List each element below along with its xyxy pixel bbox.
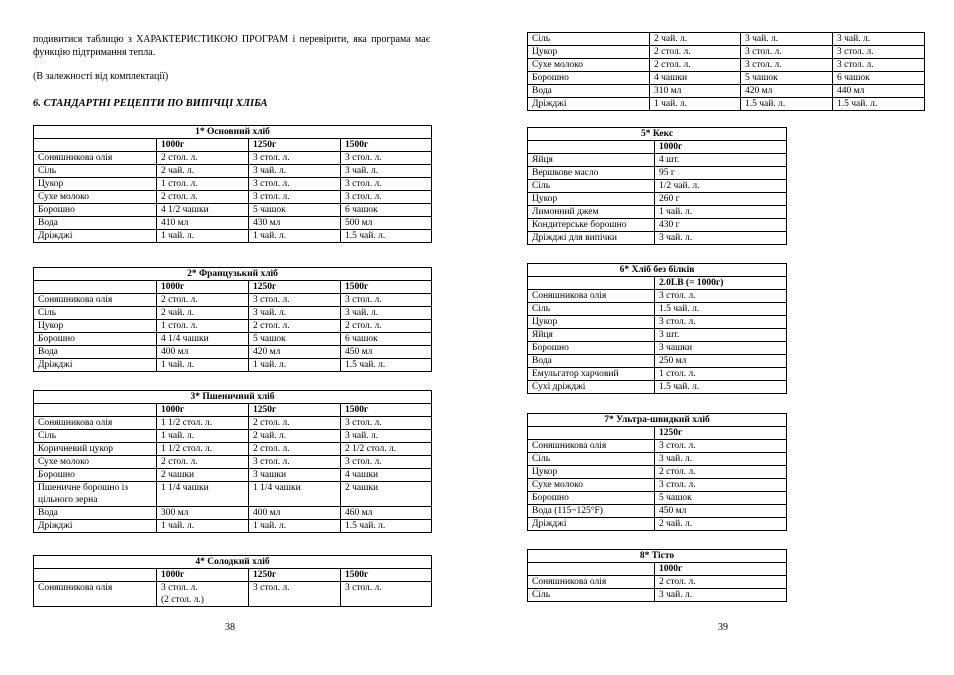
- column-header: 1250г: [249, 139, 341, 152]
- ingredient-name: Дріжджі: [34, 359, 157, 372]
- table-row: [528, 329, 787, 342]
- ingredient-amount: 3 чай. л.: [249, 307, 341, 320]
- table-row: [528, 33, 925, 46]
- ingredient-amount: 1 чай. л.: [157, 430, 249, 443]
- ingredient-name: Вода: [528, 355, 655, 368]
- column-header: 1000г: [655, 563, 787, 576]
- ingredient-name: Соняшникова олія: [34, 294, 157, 307]
- ingredient-name: Сіль: [528, 589, 655, 602]
- recipe-table-sweet-bread: [33, 555, 432, 607]
- ingredient-name: Сіль: [528, 453, 655, 466]
- table-title: 1* Основний хліб: [34, 126, 432, 139]
- ingredient-amount: 1.5 чай. л.: [341, 520, 432, 533]
- ingredient-amount: 420 мл: [741, 85, 833, 98]
- ingredient-amount: 3 чай. л.: [249, 165, 341, 178]
- recipe-table-wheat-bread: [33, 390, 432, 533]
- recipe-table-basic-bread: [33, 125, 432, 243]
- intro-paragraph: подивитися таблицю з ХАРАКТЕРИСТИКОЮ ПРОГРАМ і перевірити, яка програма має функцію підтримання тепла.: [33, 34, 430, 58]
- right-page: [477, 0, 954, 675]
- table-title-row: [528, 128, 787, 141]
- ingredient-amount: 3 стол. л.: [341, 582, 432, 607]
- ingredient-amount: 1.5 чай. л.: [655, 303, 787, 316]
- ingredient-name: Соняшникова олія: [34, 417, 157, 430]
- ingredient-name: Емульгатор харчовий: [528, 368, 655, 381]
- table-row: [528, 505, 787, 518]
- column-header: 1250г: [249, 281, 341, 294]
- column-header: 1000г: [157, 139, 249, 152]
- ingredient-name: Борошно: [528, 492, 655, 505]
- ingredient-amount: 250 мл: [655, 355, 787, 368]
- ingredient-amount: 3 стол. л.: [655, 440, 787, 453]
- column-header: 1000г: [655, 141, 787, 154]
- ingredient-name: Пшеничне борошно із цільного зерна: [34, 482, 157, 507]
- ingredient-amount: 2 стол. л.: [341, 320, 432, 333]
- ingredient-amount: 95 г: [655, 167, 787, 180]
- ingredient-amount: 2 чашки: [341, 482, 432, 507]
- table-row: [528, 154, 787, 167]
- table-row: [528, 479, 787, 492]
- ingredient-name: Цукор: [34, 178, 157, 191]
- ingredient-amount: 3 стол. л.: [741, 46, 833, 59]
- table-row: [34, 520, 432, 533]
- ingredient-amount: 1/2 чай. л.: [655, 180, 787, 193]
- ingredient-amount: 3 чай. л.: [655, 589, 787, 602]
- header-blank-cell: [34, 139, 157, 152]
- table-row: [528, 518, 787, 531]
- ingredient-amount: 3 стол. л.: [341, 294, 432, 307]
- ingredient-amount: 440 мл: [833, 85, 925, 98]
- table-row: [528, 342, 787, 355]
- ingredient-amount: 2 чашки: [157, 469, 249, 482]
- ingredient-amount: 2 чай. л.: [650, 33, 741, 46]
- ingredient-amount: 3 чай. л.: [341, 165, 432, 178]
- ingredient-amount: 1 1/2 стол. л.: [157, 443, 249, 456]
- ingredient-amount: 3 стол. л.: [341, 417, 432, 430]
- ingredient-name: Цукор: [528, 466, 655, 479]
- table-row: [528, 219, 787, 232]
- table-title: 2* Французький хліб: [34, 268, 432, 281]
- ingredient-amount: 3 стол. л.: [741, 59, 833, 72]
- table-row: [528, 303, 787, 316]
- table-title-row: [528, 414, 787, 427]
- table-title: 8* Тісто: [528, 550, 787, 563]
- ingredient-amount: 2 стол. л.: [650, 46, 741, 59]
- ingredient-amount: 3 стол. л.: [249, 456, 341, 469]
- recipe-table-french-bread: [33, 267, 432, 372]
- ingredient-amount: 1.5 чай. л.: [341, 359, 432, 372]
- table-row: [528, 72, 925, 85]
- table-row: [34, 443, 432, 456]
- ingredient-amount: 3 стол. л.: [655, 316, 787, 329]
- table-row: [528, 180, 787, 193]
- table-row: [528, 290, 787, 303]
- table-row: [34, 507, 432, 520]
- recipe-table-cake: [527, 127, 787, 245]
- table-row: [34, 230, 432, 243]
- header-blank-cell: [528, 563, 655, 576]
- column-header: 1000г: [157, 404, 249, 417]
- ingredient-amount: 2 стол. л.: [249, 320, 341, 333]
- ingredient-name: Соняшникова олія: [528, 290, 655, 303]
- ingredient-amount: 3 чай. л.: [655, 453, 787, 466]
- section-heading: 6. СТАНДАРТНІ РЕЦЕПТИ ПО ВИПІЧЦІ ХЛІБА: [33, 98, 268, 109]
- ingredient-name: Сухе молоко: [528, 479, 655, 492]
- header-blank-cell: [528, 277, 655, 290]
- configuration-note: (В залежності від комплектації): [33, 71, 169, 82]
- ingredient-name: Борошно: [34, 204, 157, 217]
- header-blank-cell: [34, 404, 157, 417]
- ingredient-amount: 6 чашок: [833, 72, 925, 85]
- ingredient-name: Дріжджі: [34, 230, 157, 243]
- ingredient-amount: 1.5 чай. л.: [341, 230, 432, 243]
- table-row: [34, 294, 432, 307]
- table-title-row: [528, 550, 787, 563]
- ingredient-name: Яйця: [528, 154, 655, 167]
- ingredient-amount: 2 стол. л.: [157, 152, 249, 165]
- table-header-row: [34, 139, 432, 152]
- table-title-row: [528, 264, 787, 277]
- table-row: [34, 456, 432, 469]
- table-title-row: [34, 391, 432, 404]
- table-row: [34, 333, 432, 346]
- ingredient-name: Сухе молоко: [34, 191, 157, 204]
- table-row: [528, 381, 787, 394]
- column-header: 1000г: [157, 281, 249, 294]
- ingredient-amount: 1 чай. л.: [249, 230, 341, 243]
- ingredient-name: Соняшникова олія: [34, 582, 157, 607]
- ingredient-name: Борошно: [528, 342, 655, 355]
- column-header: 1250г: [249, 569, 341, 582]
- ingredient-amount: 3 чашки: [655, 342, 787, 355]
- ingredient-name: Дріжджі: [528, 518, 655, 531]
- table-title: 7* Ультра-швидкий хліб: [528, 414, 787, 427]
- ingredient-amount: 5 чашок: [655, 492, 787, 505]
- table-row: [528, 98, 925, 111]
- ingredient-amount: 430 мл: [249, 217, 341, 230]
- ingredient-amount: 410 мл: [157, 217, 249, 230]
- ingredient-name: Вершкове масло: [528, 167, 655, 180]
- ingredient-amount: 1.5 чай. л.: [833, 98, 925, 111]
- table-row: [528, 316, 787, 329]
- ingredient-amount: 3 стол. л. (2 стол. л.): [157, 582, 249, 607]
- ingredient-amount: 310 мл: [650, 85, 741, 98]
- ingredient-amount: 1 чай. л.: [157, 230, 249, 243]
- ingredient-amount: 1 чай. л.: [650, 98, 741, 111]
- table-row: [528, 46, 925, 59]
- ingredient-amount: 3 стол. л.: [249, 152, 341, 165]
- ingredient-amount: 1 стол. л.: [655, 368, 787, 381]
- recipe-table-ultra-fast-bread: [527, 413, 787, 531]
- table-row: [528, 167, 787, 180]
- table-header-row: [528, 141, 787, 154]
- table-title-row: [34, 556, 432, 569]
- ingredient-amount: 450 мл: [655, 505, 787, 518]
- table-row: [528, 453, 787, 466]
- ingredient-name: Сухе молоко: [34, 456, 157, 469]
- header-blank-cell: [528, 141, 655, 154]
- ingredient-amount: 3 стол. л.: [655, 290, 787, 303]
- ingredient-name: Цукор: [528, 46, 650, 59]
- ingredient-amount: 4 шт.: [655, 154, 787, 167]
- ingredient-name: Вода: [528, 85, 650, 98]
- table-row: [34, 482, 432, 507]
- ingredient-name: Цукор: [528, 193, 655, 206]
- table-row: [528, 492, 787, 505]
- table-header-row: [528, 427, 787, 440]
- ingredient-amount: 3 стол. л.: [249, 191, 341, 204]
- ingredient-amount: 2 стол. л.: [655, 466, 787, 479]
- ingredient-name: Борошно: [528, 72, 650, 85]
- ingredient-amount: 1 чай. л.: [249, 520, 341, 533]
- column-header: 1500г: [341, 404, 432, 417]
- ingredient-name: Вода: [34, 507, 157, 520]
- ingredient-amount: 3 стол. л.: [833, 59, 925, 72]
- ingredient-name: Сухе молоко: [528, 59, 650, 72]
- table-row: [34, 469, 432, 482]
- ingredient-amount: 3 чашки: [249, 469, 341, 482]
- table-row: [528, 576, 787, 589]
- ingredient-amount: 3 чай. л.: [655, 232, 787, 245]
- ingredient-amount: 1 чай. л.: [249, 359, 341, 372]
- table-header-row: [528, 277, 787, 290]
- column-header: 1500г: [341, 281, 432, 294]
- ingredient-amount: 2 чай. л.: [157, 307, 249, 320]
- ingredient-amount: 430 г: [655, 219, 787, 232]
- recipe-table-sweet-bread-continued: [527, 32, 925, 111]
- ingredient-name: Вода: [34, 346, 157, 359]
- ingredient-name: Соняшникова олія: [528, 440, 655, 453]
- table-row: [528, 440, 787, 453]
- ingredient-amount: 450 мл: [341, 346, 432, 359]
- ingredient-amount: 460 мл: [341, 507, 432, 520]
- ingredient-amount: 4 чашки: [650, 72, 741, 85]
- table-title: 4* Солодкий хліб: [34, 556, 432, 569]
- column-header: 2.0LB (= 1000г): [655, 277, 787, 290]
- header-blank-cell: [34, 569, 157, 582]
- ingredient-name: Соняшникова олія: [34, 152, 157, 165]
- table-title: 5* Кекс: [528, 128, 787, 141]
- table-row: [34, 320, 432, 333]
- table-title-row: [34, 126, 432, 139]
- table-row: [34, 307, 432, 320]
- ingredient-name: Кондитерське борошно: [528, 219, 655, 232]
- table-row: [34, 191, 432, 204]
- table-title: 6* Хліб без білків: [528, 264, 787, 277]
- header-blank-cell: [34, 281, 157, 294]
- ingredient-amount: 3 чай. л.: [341, 430, 432, 443]
- ingredient-amount: 2 стол. л.: [157, 294, 249, 307]
- table-row: [528, 368, 787, 381]
- table-row: [528, 59, 925, 72]
- ingredient-name: Коричневий цукор: [34, 443, 157, 456]
- ingredient-amount: 3 чай. л.: [341, 307, 432, 320]
- table-row: [34, 217, 432, 230]
- ingredient-name: Сіль: [528, 180, 655, 193]
- ingredient-amount: 5 чашок: [741, 72, 833, 85]
- ingredient-amount: 2 чай. л.: [249, 430, 341, 443]
- ingredient-name: Цукор: [34, 320, 157, 333]
- ingredient-amount: 1.5 чай. л.: [655, 381, 787, 394]
- ingredient-amount: 2 стол. л.: [157, 456, 249, 469]
- ingredient-amount: 3 стол. л.: [341, 456, 432, 469]
- ingredient-amount: 3 стол. л.: [833, 46, 925, 59]
- table-row: [34, 165, 432, 178]
- ingredient-amount: 3 стол. л.: [341, 178, 432, 191]
- ingredient-amount: 1 1/4 чашки: [249, 482, 341, 507]
- ingredient-name: Соняшникова олія: [528, 576, 655, 589]
- table-row: [528, 206, 787, 219]
- table-row: [528, 232, 787, 245]
- ingredient-amount: 420 мл: [249, 346, 341, 359]
- ingredient-name: Вода (115~125°F): [528, 505, 655, 518]
- ingredient-amount: 4 1/2 чашки: [157, 204, 249, 217]
- ingredient-amount: 1 1/2 стол. л.: [157, 417, 249, 430]
- table-row: [34, 346, 432, 359]
- column-header: 1500г: [341, 139, 432, 152]
- ingredient-amount: 2 1/2 стол. л.: [341, 443, 432, 456]
- table-row: [528, 589, 787, 602]
- ingredient-name: Вода: [34, 217, 157, 230]
- ingredient-amount: 4 1/4 чашки: [157, 333, 249, 346]
- table-header-row: [34, 404, 432, 417]
- table-header-row: [34, 281, 432, 294]
- table-row: [34, 582, 432, 607]
- table-row: [528, 85, 925, 98]
- ingredient-amount: 1 1/4 чашки: [157, 482, 249, 507]
- ingredient-amount: 300 мл: [157, 507, 249, 520]
- ingredient-amount: 6 чашок: [341, 204, 432, 217]
- ingredient-amount: 1 чай. л.: [157, 520, 249, 533]
- table-row: [34, 152, 432, 165]
- ingredient-amount: 2 стол. л.: [650, 59, 741, 72]
- ingredient-amount: 400 мл: [249, 507, 341, 520]
- ingredient-name: Сіль: [34, 165, 157, 178]
- ingredient-amount: 3 шт.: [655, 329, 787, 342]
- ingredient-amount: 1 чай. л.: [157, 359, 249, 372]
- column-header: 1250г: [655, 427, 787, 440]
- recipe-table-protein-free-bread: [527, 263, 787, 394]
- table-row: [34, 359, 432, 372]
- ingredient-amount: 3 стол. л.: [249, 178, 341, 191]
- ingredient-amount: 3 стол. л.: [655, 479, 787, 492]
- ingredient-name: Сухі дріжджі: [528, 381, 655, 394]
- header-blank-cell: [528, 427, 655, 440]
- ingredient-name: Сіль: [34, 307, 157, 320]
- ingredient-amount: 1 стол. л.: [157, 178, 249, 191]
- column-header: 1000г: [157, 569, 249, 582]
- table-row: [34, 204, 432, 217]
- ingredient-name: Дріжджі: [528, 98, 650, 111]
- table-row: [34, 430, 432, 443]
- ingredient-amount: 3 чай. л.: [741, 33, 833, 46]
- ingredient-amount: 2 стол. л.: [655, 576, 787, 589]
- table-header-row: [34, 569, 432, 582]
- ingredient-name: Сіль: [34, 430, 157, 443]
- column-header: 1500г: [341, 569, 432, 582]
- recipe-table-dough: [527, 549, 787, 602]
- ingredient-amount: 3 чай. л.: [833, 33, 925, 46]
- ingredient-amount: 6 чашок: [341, 333, 432, 346]
- table-title-row: [34, 268, 432, 281]
- ingredient-amount: 4 чашки: [341, 469, 432, 482]
- ingredient-amount: 1.5 чай. л.: [741, 98, 833, 111]
- table-title: 3* Пшеничний хліб: [34, 391, 432, 404]
- table-row: [528, 466, 787, 479]
- ingredient-name: Лимонний джем: [528, 206, 655, 219]
- page-number-left: 38: [225, 622, 235, 633]
- page-number-right: 39: [718, 622, 728, 633]
- ingredient-name: Цукор: [528, 316, 655, 329]
- ingredient-amount: 2 стол. л.: [157, 191, 249, 204]
- ingredient-name: Дріжджі: [34, 520, 157, 533]
- ingredient-name: Сіль: [528, 303, 655, 316]
- ingredient-amount: 3 стол. л.: [249, 582, 341, 607]
- ingredient-amount: 2 стол. л.: [249, 443, 341, 456]
- table-row: [528, 355, 787, 368]
- ingredient-amount: 2 чай. л.: [655, 518, 787, 531]
- table-row: [34, 178, 432, 191]
- ingredient-amount: 1 чай. л.: [655, 206, 787, 219]
- ingredient-name: Дріжджі для випічки: [528, 232, 655, 245]
- ingredient-amount: 260 г: [655, 193, 787, 206]
- column-header: 1250г: [249, 404, 341, 417]
- ingredient-amount: 1 стол. л.: [157, 320, 249, 333]
- ingredient-amount: 5 чашок: [249, 333, 341, 346]
- ingredient-amount: 400 мл: [157, 346, 249, 359]
- table-row: [528, 193, 787, 206]
- table-header-row: [528, 563, 787, 576]
- ingredient-amount: 2 стол. л.: [249, 417, 341, 430]
- ingredient-name: Борошно: [34, 469, 157, 482]
- ingredient-amount: 3 стол. л.: [341, 152, 432, 165]
- ingredient-amount: 500 мл: [341, 217, 432, 230]
- ingredient-name: Борошно: [34, 333, 157, 346]
- table-row: [34, 417, 432, 430]
- ingredient-amount: 2 чай. л.: [157, 165, 249, 178]
- ingredient-amount: 3 стол. л.: [341, 191, 432, 204]
- ingredient-amount: 3 стол. л.: [249, 294, 341, 307]
- ingredient-name: Яйця: [528, 329, 655, 342]
- ingredient-amount: 5 чашок: [249, 204, 341, 217]
- ingredient-name: Сіль: [528, 33, 650, 46]
